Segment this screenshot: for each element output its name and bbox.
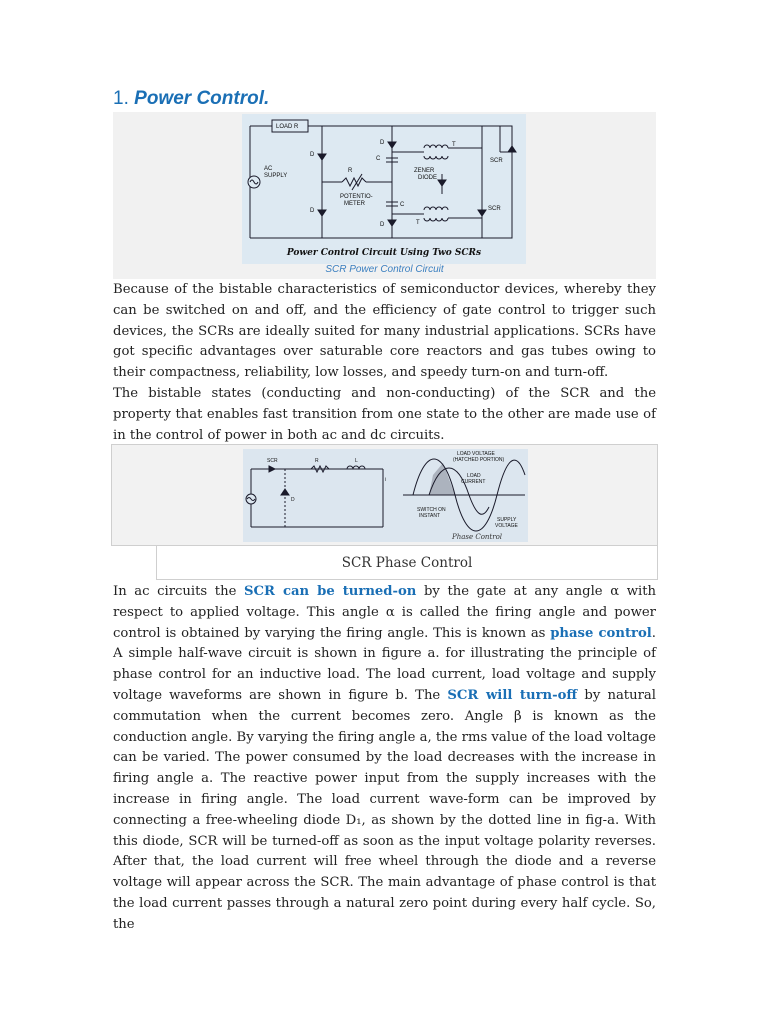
fig2-i-label: i [385,477,387,483]
supply-voltage-label-1: SUPPLY [497,517,517,523]
supply-label: SUPPLY [264,173,288,179]
pot-label-1: POTENTIO- [340,194,373,200]
load-current-label-1: LOAD [467,473,481,479]
paragraph-bistable: Because of the bistable characteristics of semiconductor devices, whereby they can be switched on and off, and the efficiency of gate control to trigger such devices, the SCRs are ideally suited for many industrial applications. SCRs have got specific advantages over saturable core reactors and gas tubes owing to their compactness, reliability, low losses, and speedy turn-on and turn-off. [113,282,656,381]
scr-turn-off-link[interactable]: SCR will turn-off [447,687,578,703]
p3-text-2: by the gate at any angle α with respect to applied voltage. This angle α is called the firing angle and power control is obtained by varying the firing angle. This is known as [113,584,656,641]
c2-label: C [400,202,405,208]
paragraph-states: The bistable states (conducting and non-conducting) of the SCR and the property that enables fast transition from one state to the other are made use of in the control of power in both ac and dc circuits. [113,386,656,443]
p3-text-1: In ac circuits the [113,584,244,599]
ac-label: AC [264,166,273,172]
load-voltage-label-1: LOAD VOLTAGE [457,451,495,457]
scr2-label: SCR [488,206,501,212]
paragraph-phase-control [113,582,656,936]
t2-label: T [416,220,420,226]
d3-label: D [380,140,385,146]
section-title: Power Control. [134,88,270,109]
phase-control-image [243,449,528,542]
switch-on-label-1: SWITCH ON [417,507,446,513]
section-number: 1. [113,88,129,109]
d4-label: D [380,222,385,228]
d1-label: D [310,152,315,158]
figure2-caption: SCR Phase Control [156,546,658,580]
figure2-inner-label: Phase Control [452,533,503,541]
supply-voltage-label-2: VOLTAGE [495,523,518,529]
scr-turned-on-link[interactable]: SCR can be turned-on [243,584,417,599]
c1-label: C [376,156,381,162]
load-label: LOAD R [276,124,299,130]
zener-label-2: DIODE [418,175,438,181]
scr1-label: SCR [490,158,503,164]
fig2-scr-label: SCR [267,458,278,464]
d2-label: D [310,208,315,214]
figure1-inner-title: Power Control Circuit Using Two SCRs [286,248,482,258]
p3-text-3: . A simple half-wave circuit is shown in figure a. for illustrating the principle of phase control for an inductive load. The load current, load voltage and supply voltage waveforms are shown in figure b. The [113,625,656,703]
figure1-caption: SCR Power Control Circuit [325,264,444,275]
fig2-l-label: L [355,458,358,464]
switch-on-label-2: INSTANT [419,513,441,519]
zener-label-1: ZENER [414,168,435,174]
section-heading [113,88,269,110]
fig2-r-label: R [315,458,319,464]
load-voltage-label-2: (HATCHED PORTION) [453,457,505,463]
phase-control-link[interactable]: phase control [550,625,652,641]
pot-label-2: METER [344,201,365,207]
p3-text-4: by natural commutation when the current becomes zero. Angle β is known as the conduction angle. By varying the firing angle a, the rms value of the load voltage can be varied. The power consumed by the load decreases with the increase in firing angle a. The reactive power input from the supply increases with the increase in firing angle. The load current wave-form can be improved by connecting a free-wheeling diode D₁, as shown by the dotted line in fig-a. With this diode, SCR will be turned-off as soon as the input voltage polarity reverses. After that, the load current will free wheel through the diode and a reverse voltage will appear across the SCR. The main advantage of phase control is that the load current passes through a natural zero point during every half cycle. So, the [113,687,656,932]
r-label: R [348,168,353,174]
load-current-label-2: CURRENT [461,479,486,485]
power-control-circuit-diagram [242,114,526,248]
phase-control-diagram [243,449,528,542]
power-control-circuit-image [242,114,526,264]
t1-label: T [452,142,456,148]
fig2-d1-label: D [291,497,295,503]
